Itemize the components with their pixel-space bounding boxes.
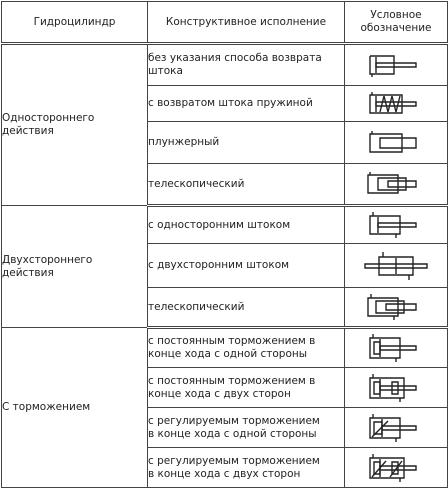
row-symbol (345, 122, 448, 164)
row-text-line2: в конце хода с двух сторон (148, 467, 301, 480)
table-row (2, 206, 448, 244)
row-symbol (345, 86, 448, 122)
row-description (148, 288, 345, 328)
row-text-line2: в конце хода с одной стороны (148, 427, 317, 440)
row-text-line1: без указания способа возврата (148, 52, 322, 64)
telescopic-single-icon (364, 171, 428, 197)
row-symbol (345, 328, 448, 368)
row-text-line2: конце хода с двух сторон (148, 387, 291, 400)
row-text-line1: плунжерный (148, 136, 220, 148)
row-symbol (345, 164, 448, 206)
row-text-line1: с постоянным торможением в (148, 335, 316, 347)
table-row (2, 44, 448, 86)
header-design: Конструктивное исполнение (148, 2, 345, 44)
single-acting-icon (366, 52, 426, 78)
row-description (148, 122, 345, 164)
spring-return-icon (366, 91, 426, 117)
row-text-line2: конце хода с одной стороны (148, 348, 308, 360)
group-label-line1: С торможением (2, 401, 91, 413)
row-text-line1: с регулируемым торможением (148, 414, 320, 427)
row-symbol (345, 408, 448, 448)
header-cylinder: Гидроцилиндр (2, 2, 148, 44)
group-label-line2: действия (2, 125, 54, 137)
group-label-line1: Одностороннего (2, 112, 95, 124)
adjustable-cushion-both-sides-icon (366, 453, 426, 483)
group-cushioned (2, 328, 148, 488)
header-symbol-line1: Условное (370, 9, 422, 21)
row-text-line1: с регулируемым торможением (148, 454, 320, 467)
row-symbol (345, 44, 448, 86)
row-description (148, 244, 345, 288)
row-text-line1: телескопический (148, 300, 245, 313)
row-description (148, 368, 345, 408)
group-single-acting (2, 44, 148, 206)
row-symbol (345, 288, 448, 328)
fixed-cushion-both-sides-icon (366, 373, 426, 403)
row-description (148, 448, 345, 488)
row-description (148, 86, 345, 122)
group-label-line2: действия (2, 266, 54, 279)
row-text-line1: с односторонним штоком (148, 218, 291, 231)
row-text-line1: телескопический (148, 177, 245, 190)
row-description (148, 408, 345, 448)
row-text-line2: штока (148, 65, 183, 77)
single-rod-icon (366, 211, 426, 239)
hydraulic-cylinder-table (1, 1, 448, 488)
row-description (148, 328, 345, 368)
plunger-icon (366, 130, 426, 156)
header-symbol-line2: обозначение (360, 22, 432, 34)
row-description (148, 164, 345, 206)
group-double-acting (2, 206, 148, 328)
row-symbol (345, 244, 448, 288)
row-text-line1: с постоянным торможением в (148, 374, 316, 387)
row-description (148, 44, 345, 86)
hydraulic-cylinder-table-sheet (1, 1, 447, 488)
row-symbol (345, 448, 448, 488)
table-header-row (2, 2, 448, 44)
row-text-line1: с возвратом штока пружиной (148, 97, 313, 109)
fixed-cushion-one-side-icon (366, 333, 426, 363)
row-symbol (345, 368, 448, 408)
table-row (2, 328, 448, 368)
row-description (148, 206, 345, 244)
group-label-line1: Двухстороннего (2, 253, 93, 266)
row-text-line1: с двухсторонним штоком (148, 259, 290, 271)
header-symbol (345, 2, 448, 44)
adjustable-cushion-one-side-icon (366, 413, 426, 443)
double-rod-icon (361, 251, 431, 281)
row-symbol (345, 206, 448, 244)
telescopic-double-icon (364, 293, 428, 321)
